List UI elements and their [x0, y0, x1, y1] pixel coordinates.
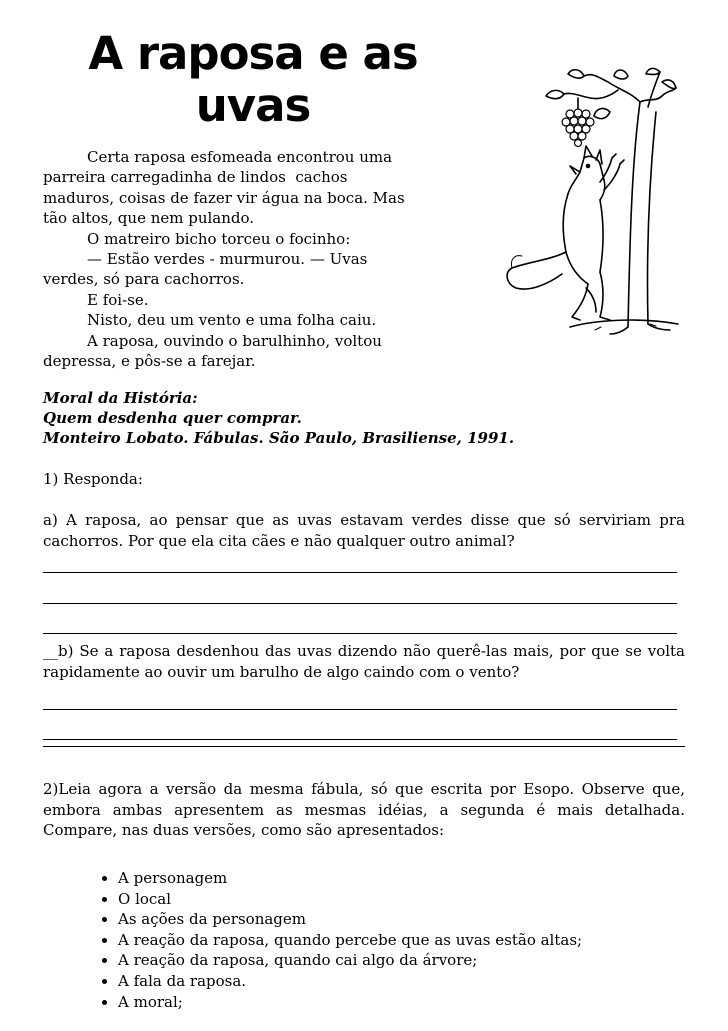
fable-line: Certa raposa esfomeada encontrou uma [87, 148, 393, 166]
answer-line[interactable] [43, 633, 677, 634]
fable-line: tão altos, que nem pulando. [43, 209, 255, 228]
list-item: • As ações da personagem [118, 909, 582, 930]
section-divider [43, 746, 685, 747]
question1b [43, 641, 685, 682]
fable-line: — Estão verdes - murmurou. — Uvas [87, 250, 368, 269]
fable-line: parreira carregadinha de lindos cachos [43, 168, 348, 187]
page-title [88, 28, 418, 132]
question1a-text: a) A raposa, ao pensar que as uvas estavam verdes disse que só serviriam pra cachorros. Por que ela cita cães e não qualquer outro animal? [43, 511, 685, 550]
moral-label: Moral da História: [43, 389, 198, 407]
answer-line[interactable] [43, 572, 677, 573]
list-item: • O local [118, 889, 582, 910]
title-line-2: uvas [195, 79, 311, 132]
moral-text: Quem desdenha quer comprar. [43, 409, 302, 427]
list-item: • A reação da raposa, quando percebe que as uvas estão altas; [118, 930, 582, 951]
fable-line: verdes, só para cachorros. [43, 270, 245, 289]
compare-list [80, 868, 582, 1012]
moral-source: Monteiro Lobato. Fábulas. São Paulo, Brasiliense, 1991. [43, 429, 515, 447]
question2-text: 2)Leia agora a versão da mesma fábula, só que escrita por Esopo. Observe que, embora ambas apresentem as mesmas idéias, a segunda é mais detalhada. Compare, nas duas versões, como são apresentados: [43, 780, 685, 840]
fox-and-grapes-illustration [500, 62, 680, 352]
fable-line: E foi-se. [87, 290, 149, 309]
fable-line: maduros, coisas de fazer vir água na boca. Mas [43, 188, 405, 207]
fable-line: Nisto, deu um vento e uma folha caiu. [87, 311, 377, 330]
fable-text [43, 147, 453, 371]
fable-line: A raposa, ouvindo o barulhinho, voltou [87, 331, 382, 350]
list-item: • A reação da raposa, quando cai algo da árvore; [118, 950, 582, 971]
list-item: • A personagem [118, 868, 582, 889]
fable-line: O matreiro bicho torceu o focinho: [87, 229, 351, 248]
question1-heading: 1) Responda: [43, 470, 143, 488]
list-item: • A moral; [118, 992, 582, 1013]
question1b-text: b) Se a raposa desdenhou das uvas dizendo não querê-las mais, por que se volta rapidamente ao ouvir um barulho de algo caindo com o vento? [43, 642, 685, 681]
question1b-prefix: __ [43, 642, 58, 660]
moral-section [43, 388, 514, 448]
answer-line[interactable] [43, 603, 677, 604]
list-item: • A fala da raposa. [118, 971, 582, 992]
answer-line[interactable] [43, 739, 677, 740]
title-line-1: A raposa e as [88, 27, 418, 80]
fable-line: depressa, e pôs-se a farejar. [43, 352, 256, 371]
answer-line[interactable] [43, 709, 677, 710]
